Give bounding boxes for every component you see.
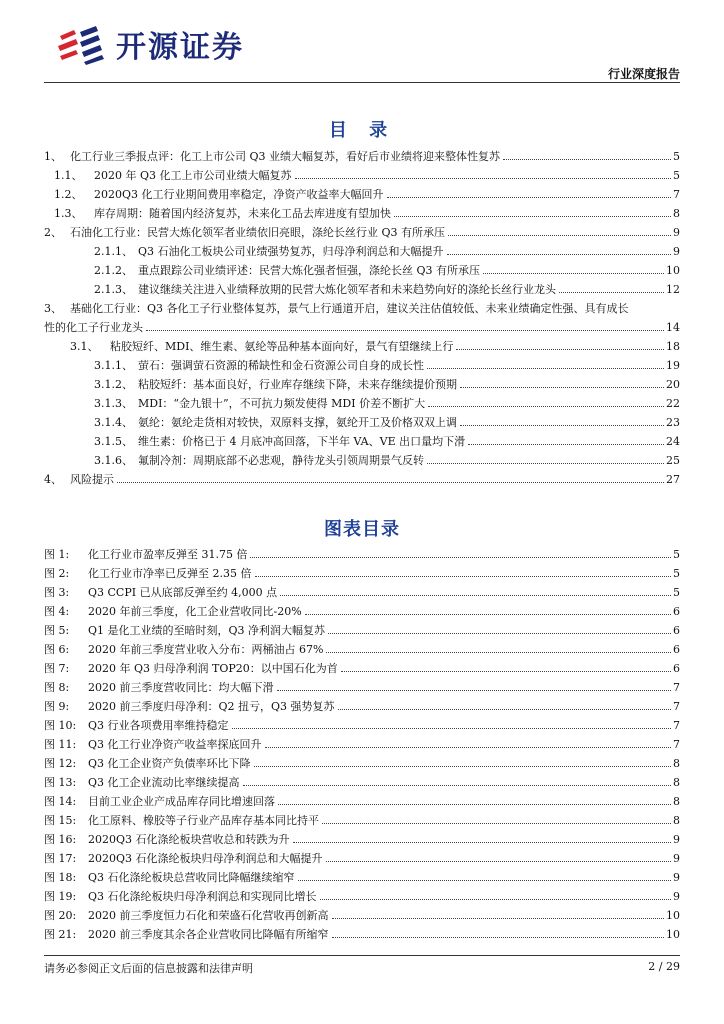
figure-entry[interactable] [44,846,680,865]
entry-number: 图 17: [44,852,77,865]
entry-number: 1.3、 [54,207,83,220]
figure-entry[interactable] [44,903,680,922]
entry-number: 3.1、 [70,340,99,353]
entry-page-number: 5 [673,548,680,561]
entry-number: 3.1.4、 [94,416,133,429]
entry-title: 化工行业市净率已反弹至 2.35 倍 [88,567,252,580]
figure-entry[interactable] [44,675,680,694]
entry-page-number: 10 [666,909,680,922]
entry-number: 2、 [44,226,62,239]
entry-number: 图 7: [44,662,70,675]
dot-leader [447,254,671,255]
entry-number: 图 13: [44,776,77,789]
entry-page-number: 5 [673,586,680,599]
entry-page-number: 25 [666,454,680,467]
dot-leader [250,557,671,558]
entry-page-number: 8 [673,207,680,220]
entry-page-number: 5 [673,567,680,580]
footer-page-number: 2 / 29 [648,960,680,973]
dot-leader [394,216,671,217]
dot-leader [243,785,671,786]
dot-leader [265,747,671,748]
figure-list-title: 图表目录 [324,519,400,540]
dot-leader [232,728,671,729]
toc-entry[interactable] [44,410,680,429]
entry-title: 2020 前三季度营收同比：均大幅下滑 [88,681,274,694]
entry-number: 3.1.2、 [94,378,133,391]
dot-leader [341,671,671,672]
entry-number: 图 3: [44,586,70,599]
dot-leader [326,652,671,653]
entry-page-number: 8 [673,814,680,827]
dot-leader [322,823,671,824]
figure-entry[interactable] [44,732,680,751]
dot-leader [456,349,664,350]
figure-entry[interactable] [44,884,680,903]
entry-title: 氨纶：氨纶走货相对较快，双原料支撑，氨纶开工及价格双双上调 [138,416,457,429]
entry-title: 2020 年 Q3 化工上市公司业绩大幅复苏 [94,169,292,182]
entry-page-number: 23 [666,416,680,429]
toc-entry[interactable] [44,220,680,239]
entry-page-number: 22 [666,397,680,410]
figure-entry[interactable] [44,827,680,846]
dot-leader [255,576,672,577]
toc-entry[interactable] [44,353,680,372]
entry-title: Q3 石化涤纶板块总营收同比降幅继续缩窄 [88,871,295,884]
entry-page-number: 6 [673,624,680,637]
toc-entry-continuation[interactable] [44,315,680,334]
entry-number: 图 15: [44,814,77,827]
toc-entry[interactable] [44,277,680,296]
figure-entry[interactable] [44,922,680,941]
entry-number: 图 18: [44,871,77,884]
entry-title: Q3 石油化工板块公司业绩强势复苏，归母净利润总和大幅提升 [138,245,444,258]
figure-entry[interactable] [44,656,680,675]
entry-page-number: 9 [673,833,680,846]
entry-number: 2.1.3、 [94,283,133,296]
entry-title: 库存周期：随着国内经济复苏，未来化工品去库进度有望加快 [94,207,391,220]
dot-leader [427,463,664,464]
entry-number: 图 2: [44,567,70,580]
entry-number: 图 10: [44,719,77,732]
header-divider [44,82,680,83]
entry-number: 图 4: [44,605,70,618]
entry-page-number: 10 [666,928,680,941]
entry-page-number: 6 [673,662,680,675]
toc-entry[interactable] [44,391,680,410]
entry-page-number: 5 [673,169,680,182]
entry-title: 化工行业三季报点评：化工上市公司 Q3 业绩大幅复苏，看好后市业绩将迎来整体性复苏 [70,150,501,163]
entry-title: Q3 CCPI 已从底部反弹至约 4,000 点 [88,586,278,599]
entry-title: 目前工业企业产成品库存同比增速回落 [88,795,275,808]
entry-page-number: 5 [673,150,680,163]
toc-entry[interactable] [44,258,680,277]
figure-entry[interactable] [44,637,680,656]
figure-list [44,542,680,941]
entry-title: 重点跟踪公司业绩评述：民营大炼化强者恒强，涤纶长丝 Q3 有所承压 [138,264,481,277]
entry-page-number: 19 [666,359,680,372]
figure-entry[interactable] [44,599,680,618]
dot-leader [427,368,664,369]
company-logo [56,22,244,66]
entry-number: 2.1.1、 [94,245,133,258]
figure-entry[interactable] [44,865,680,884]
entry-page-number: 14 [666,321,680,334]
entry-title: 2020 前三季度恒力石化和荣盛石化营收再创新高 [88,909,329,922]
dot-leader [320,899,671,900]
toc-entry[interactable] [44,448,680,467]
toc-entry[interactable] [44,372,680,391]
entry-page-number: 12 [666,283,680,296]
entry-title: 2020Q3 石化涤纶板块归母净利润总和大幅提升 [88,852,323,865]
figure-entry[interactable] [44,789,680,808]
logo-text: 开源证券 [116,30,244,65]
entry-number: 图 20: [44,909,77,922]
dot-leader [483,273,664,274]
dot-leader [146,330,664,331]
entry-number: 图 11: [44,738,77,751]
dot-leader [559,292,664,293]
entry-number: 3.1.5、 [94,435,133,448]
entry-page-number: 7 [673,738,680,751]
entry-title: Q3 化工行业净资产收益率探底回升 [88,738,262,751]
toc-title: 目 录 [328,120,396,141]
entry-page-number: 6 [673,643,680,656]
dot-leader [295,178,672,179]
entry-page-number: 8 [673,795,680,808]
entry-page-number: 9 [673,890,680,903]
dot-leader [117,482,664,483]
figure-entry[interactable] [44,808,680,827]
entry-page-number: 10 [666,264,680,277]
dot-leader [460,425,664,426]
entry-title: 萤石：强调萤石资源的稀缺性和金石资源公司自身的成长性 [138,359,424,372]
toc-entry[interactable] [44,467,680,486]
figure-entry[interactable] [44,751,680,770]
entry-number: 2.1.2、 [94,264,133,277]
dot-leader [428,406,664,407]
dot-leader [338,709,671,710]
dot-leader [293,842,671,843]
entry-title: 粘胶短纤、MDI、维生素、氨纶等品种基本面向好，景气有望继续上行 [110,340,454,353]
entry-page-number: 8 [673,757,680,770]
dot-leader [328,633,671,634]
entry-page-number: 7 [673,719,680,732]
report-type-label: 行业深度报告 [607,67,680,81]
entry-title: 化工行业市盈率反弹至 31.75 倍 [88,548,248,561]
toc-entry[interactable] [44,144,680,163]
entry-page-number: 8 [673,776,680,789]
entry-page-number: 6 [673,605,680,618]
toc-entry[interactable] [44,296,680,315]
toc-entry[interactable] [44,201,680,220]
entry-title: 粘胶短纤：基本面良好，行业库存继续下降，未来存继续提价预期 [138,378,457,391]
figure-entry[interactable] [44,694,680,713]
toc-entry[interactable] [44,429,680,448]
entry-number: 图 8: [44,681,70,694]
entry-page-number: 7 [673,700,680,713]
entry-number: 3.1.3、 [94,397,133,410]
entry-number: 图 6: [44,643,70,656]
entry-number: 图 14: [44,795,77,808]
entry-title: Q3 化工企业资产负债率环比下降 [88,757,251,770]
entry-number: 图 12: [44,757,77,770]
entry-title: 2020 前三季度其余各企业营收同比降幅有所缩窄 [88,928,329,941]
entry-title: 石油化工行业：民营大炼化领军者业绩依旧亮眼，涤纶长丝行业 Q3 有所承压 [70,226,446,239]
entry-number: 3、 [44,302,62,315]
dot-leader [278,804,671,805]
entry-title: 2020 年前三季度营业收入分布：两桶油占 67% [88,643,324,656]
footer-divider [44,955,680,956]
dot-leader [280,595,671,596]
entry-page-number: 20 [666,378,680,391]
entry-number: 图 5: [44,624,70,637]
entry-title: 2020 前三季度归母净利：Q2 扭亏，Q3 强势复苏 [88,700,335,713]
entry-title: Q3 行业各项费用率维持稳定 [88,719,229,732]
dot-leader [298,880,671,881]
entry-title: 建议继续关注进入业绩释放期的民营大炼化领军者和未来趋势向好的涤纶长丝行业龙头 [138,283,556,296]
entry-page-number: 7 [673,188,680,201]
entry-title: 2020 年前三季度，化工企业营收同比-20% [88,605,302,618]
figure-entry[interactable] [44,542,680,561]
dot-leader [387,197,671,198]
entry-number: 1.2、 [54,188,83,201]
entry-number: 图 19: [44,890,77,903]
entry-number: 1、 [44,150,62,163]
entry-title: 2020 年 Q3 归母净利润 TOP20：以中国石化为首 [88,662,338,675]
entry-number: 图 21: [44,928,77,941]
dot-leader [468,444,664,445]
entry-page-number: 9 [673,871,680,884]
entry-page-number: 24 [666,435,680,448]
entry-number: 3.1.6、 [94,454,133,467]
entry-page-number: 7 [673,681,680,694]
dot-leader [332,918,665,919]
dot-leader [305,614,671,615]
entry-title: 2020Q3 化工行业期间费用率稳定，净资产收益率大幅回升 [94,188,384,201]
page-header [0,0,724,92]
entry-title: Q3 石化涤纶板块归母净利润总和实现同比增长 [88,890,317,903]
toc-entry[interactable] [44,239,680,258]
entry-title: MDI：“金九银十”，不可抗力频发使得 MDI 价差不断扩大 [138,397,426,410]
entry-title: 维生素：价格已于 4 月底冲高回落，下半年 VA、VE 出口量均下滑 [138,435,466,448]
entry-number: 图 9: [44,700,70,713]
dot-leader [448,235,671,236]
entry-title: Q3 化工企业流动比率继续提高 [88,776,240,789]
dot-leader [503,159,671,160]
dot-leader [326,861,671,862]
entry-number: 1.1、 [54,169,83,182]
entry-page-number: 27 [666,473,680,486]
entry-number: 图 1: [44,548,70,561]
entry-page-number: 9 [673,226,680,239]
footer-disclaimer: 请务必参阅正文后面的信息披露和法律声明 [44,962,253,975]
entry-title: 风险提示 [70,473,114,486]
toc-entry[interactable] [44,334,680,353]
entry-title: 化工原料、橡胶等子行业产品库存基本同比持平 [88,814,319,827]
dot-leader [254,766,671,767]
dot-leader [277,690,672,691]
dot-leader [332,937,665,938]
figure-entry[interactable] [44,561,680,580]
entry-title: 基础化工行业：Q3 各化工子行业整体复苏，景气上行通道开启，建议关注估值较低、未来业绩确定性强、具有成长 [70,302,629,315]
dot-leader [460,387,664,388]
figure-entry[interactable] [44,770,680,789]
toc-entry[interactable] [44,163,680,182]
entry-page-number: 9 [673,245,680,258]
figure-entry[interactable] [44,713,680,732]
entry-number: 图 16: [44,833,77,846]
toc-entry[interactable] [44,182,680,201]
logo-mark-icon [56,22,112,66]
entry-number: 4、 [44,473,62,486]
entry-title: 氟制冷剂：周期底部不必悲观，静待龙头引领周期景气反转 [138,454,424,467]
entry-title: Q1 是化工业绩的至暗时刻，Q3 净利润大幅复苏 [88,624,326,637]
entry-title-continuation: 性的化工子行业龙头 [44,321,143,334]
entry-title: 2020Q3 石化涤纶板块营收总和转跌为升 [88,833,290,846]
entry-page-number: 9 [673,852,680,865]
table-of-contents [44,144,680,486]
entry-number: 3.1.1、 [94,359,133,372]
figure-entry[interactable] [44,580,680,599]
entry-page-number: 18 [666,340,680,353]
figure-entry[interactable] [44,618,680,637]
